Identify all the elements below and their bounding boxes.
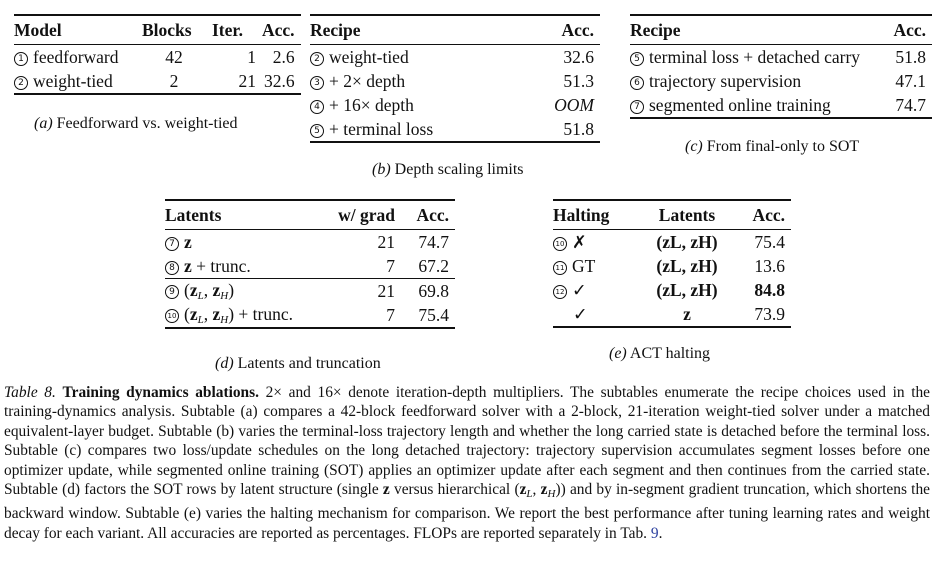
table-a (14, 14, 301, 95)
table-row: 4 + 16× depth OOM (310, 93, 600, 117)
caption-d: (d) Latents and truncation (215, 355, 381, 372)
table-row: 3 + 2× depth 51.3 (310, 69, 600, 93)
col-blocks: Blocks (142, 15, 212, 45)
caption-c: (c) From final-only to SOT (685, 138, 860, 155)
table-row: ✓ z 73.9 (553, 302, 791, 327)
row-index-badge: 2 (14, 76, 28, 90)
table-ref-link[interactable]: 9 (650, 524, 659, 542)
table-row: 10 ($z_L$, $z_H$) + trunc. 7 75.4 (165, 303, 455, 328)
table-c: Recipe Acc. 5 terminal loss + detached carry 51.8 6 trajectory supervision 47.1 7 segmented online training 74.7 (630, 14, 932, 119)
table-row: 7 segmented online training 74.7 (630, 93, 932, 118)
caption-a: (a) Feedforward vs. weight-tied (34, 115, 238, 132)
table-row: 5 + terminal loss 51.8 (310, 117, 600, 142)
subtable-c (630, 14, 932, 119)
table-row: 11 GT (zL, zH) 13.6 (553, 254, 791, 278)
table-row: 6 trajectory supervision 47.1 (630, 69, 932, 93)
table-e: Halting Latents Acc. 10 ✗ (zL, zH) 75.4 11 GT (zL, zH) 13.6 12 ✓ (zL, zH) 84.8 ✓ z 73.9 (553, 199, 791, 328)
table-row: 10 ✗ (zL, zH) 75.4 (553, 230, 791, 255)
table-b: Recipe Acc. 2 weight-tied 32.6 3 + 2× depth 51.3 4 + 16× depth OOM 5 + terminal loss 51.8 (310, 14, 600, 143)
subtable-e (553, 199, 791, 328)
subtable-d (165, 199, 455, 329)
row-index-badge: 1 (14, 52, 28, 66)
table-row: 1 feedforward 42 1 2.6 (14, 45, 301, 70)
subtable-a (14, 14, 301, 95)
caption-label: Table 8. (4, 384, 56, 401)
caption-e: (e) ACT halting (609, 345, 711, 362)
table-caption: Table 8. Training dynamics ablations. 2× and 16× denote iteration-depth multipliers. The subtables enumerate the recipe choices used in the training-dynamics analysis. Subtable (a) compares a 42-block feedforward solver with a 2-block, 21-iteration weight-tied solver under a matched equivalent-layer budget. Subtable (b) varies the terminal-loss trajectory length and whether the long carried state is detached before the terminal loss. Subtable (c) compares two loss/update schedules on the long detached trajectory: trajectory supervision accumulates segment losses before one optimizer update, while segmented online training (SOT) applies an optimizer update after each segment and then continues from the carried state. Subtable (d) factors the SOT rows by latent structure (single z versus hierarchical ($z_L$, $z_H$)) and by in-segment gradient truncation, which shortens the backward window. Subtable (e) varies the halting mechanism for comparison. We report the best performance after tuning learning rates and weight decay for each variant. All accuracies are reported as percentages. FLOPs are reported separately in Tab. 9. (4, 384, 930, 542)
col-iter: Iter. (212, 15, 262, 45)
table-row: 2 weight-tied 32.6 (310, 45, 600, 70)
caption-title: Training dynamics ablations. (62, 384, 259, 401)
table-row: 7 z 21 74.7 (165, 230, 455, 255)
caption-b: (b) Depth scaling limits (372, 161, 524, 178)
col-model: Model (14, 15, 142, 45)
table-row: 8 z + trunc. 7 67.2 (165, 254, 455, 279)
subtable-b (310, 14, 600, 143)
table-row: 9 ($z_L$, $z_H$) 21 69.8 (165, 279, 455, 304)
table-row: 2 weight-tied 2 21 32.6 (14, 69, 301, 94)
table-d: Latents w/ grad Acc. 7 z 21 74.7 8 z + trunc. 7 67.2 9 ($z_L$, $z_H$) 21 69.8 10 ($z_L$, $z_H$) + trunc. 7 75.4 (165, 199, 455, 329)
table-row: 5 terminal loss + detached carry 51.8 (630, 45, 932, 70)
col-acc: Acc. (262, 15, 301, 45)
table-row: 12 ✓ (zL, zH) 84.8 (553, 278, 791, 302)
